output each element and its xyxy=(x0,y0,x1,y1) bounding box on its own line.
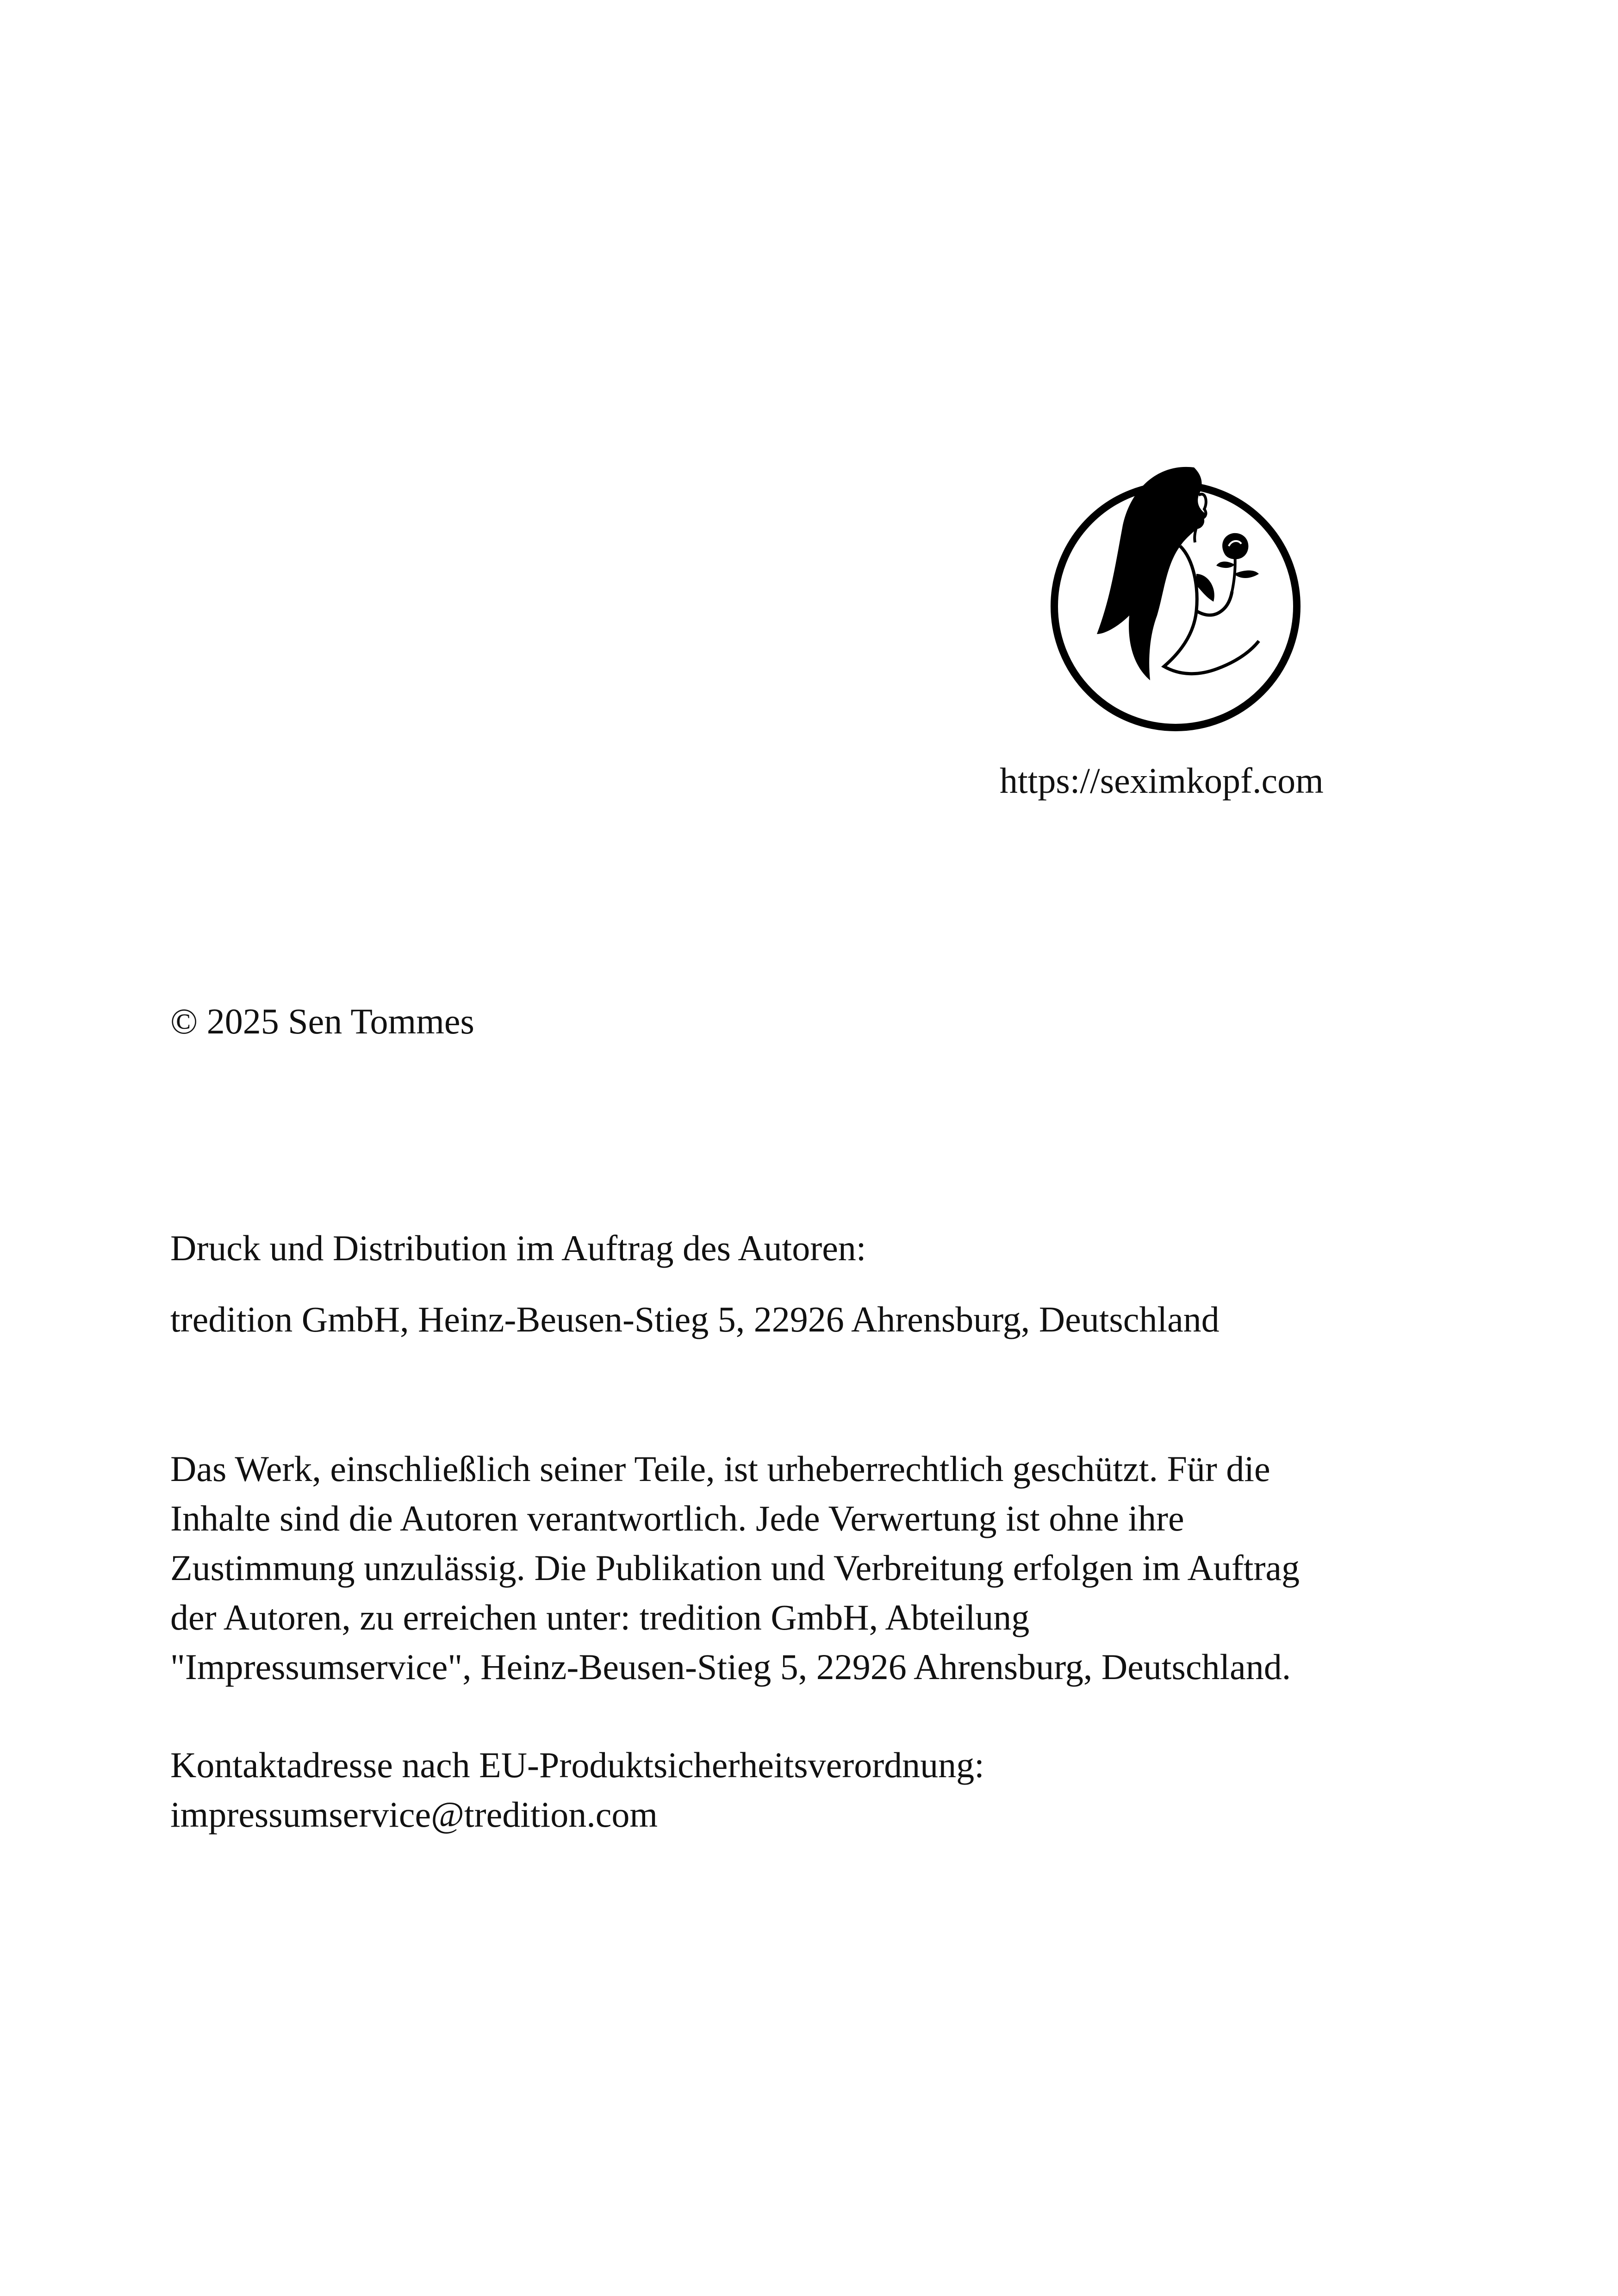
contact-block xyxy=(170,1740,984,1839)
legal-notice-line: Zustimmung unzulässig. Die Publikation und Verbreitung erfolgen im Auftrag xyxy=(170,1548,1300,1588)
website-url[interactable]: https://seximkopf.com xyxy=(1000,760,1324,801)
woman-with-rose-icon xyxy=(1041,458,1310,736)
legal-notice-line: Inhalte sind die Autoren verantwortlich. Jede Verwertung ist ohne ihre xyxy=(170,1498,1184,1538)
legal-notice-line: Das Werk, einschließlich seiner Teile, ist urheberrechtlich geschützt. Für die xyxy=(170,1449,1270,1489)
legal-notice xyxy=(170,1444,1448,1692)
print-distribution-block xyxy=(170,1226,1220,1341)
print-distribution-label: Druck und Distribution im Auftrag des Autoren: xyxy=(170,1228,866,1268)
contact-label: Kontaktadresse nach EU-Produktsicherheitsverordnung: xyxy=(170,1745,984,1785)
copyright-notice: © 2025 Sen Tommes xyxy=(170,1001,474,1041)
contact-email[interactable]: impressumservice@tredition.com xyxy=(170,1794,658,1835)
legal-notice-line: der Autoren, zu erreichen unter: tredition GmbH, Abteilung xyxy=(170,1597,1030,1637)
publisher-address: tredition GmbH, Heinz-Beusen-Stieg 5, 22926 Ahrensburg, Deutschland xyxy=(170,1299,1220,1339)
legal-notice-line: "Impressumservice", Heinz-Beusen-Stieg 5, 22926 Ahrensburg, Deutschland. xyxy=(170,1647,1291,1687)
